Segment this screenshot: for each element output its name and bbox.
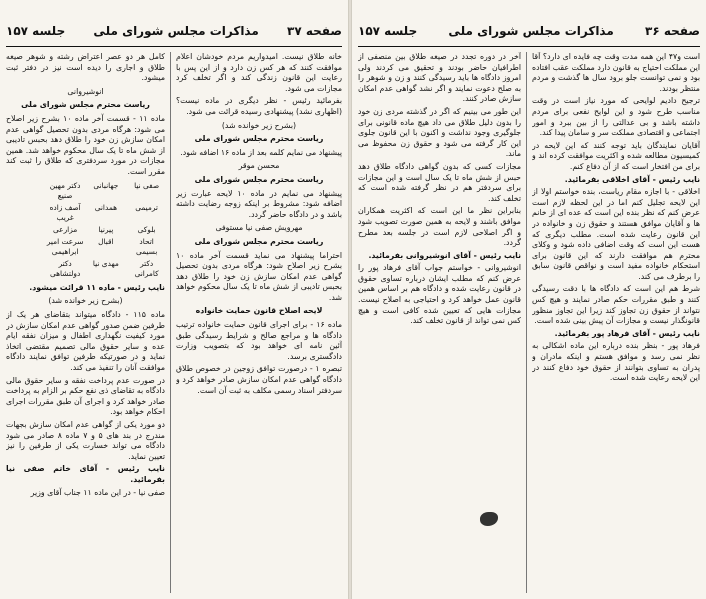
left-col-right: [176, 52, 342, 593]
paragraph: فرهاد پور - بنظر بنده درباره این ماده اشکالی به نظر نمی رسد و موافق هستم و اینکه مادران و پدران به تساوی بتوانند از حقوق خود دفاع کنند در این لایحه رعایت شده است.: [532, 341, 700, 383]
signer: دکتر دولتشاهی: [50, 258, 81, 279]
paragraph: انوشیروانی - خواستم جواب آقای فرهاد پور را عرض کنم که مطلب ایشان درباره تساوی حقوق در قانون رعایت شده و دادگاه هم بر اساس همین قانون عمل خواهد کرد و احتیاجی به اصلاح نیست. مجازات هایی که تعیین شده کافی است و هیچ کس نمی تواند از قانون تخلف کند.: [358, 263, 521, 326]
speaker-line: نایب رئیس - آقای فرهاد پور بفرمائید.: [554, 328, 700, 338]
note: (بشرح زیر خوانده شد): [221, 120, 297, 130]
letter-heading: ریاست محترم مجلس شورای ملی: [21, 100, 150, 110]
right-page-session: جلسه ۱۵۷: [358, 24, 418, 38]
right-page-columns: [358, 52, 700, 593]
paragraph: اخلاقی - با اجازه مقام ریاست، بنده خواستم اولا از این لایحه تجلیل کنم اما در این لحظه لازم است عرض کنم که نظر بنده این است که عده ای از خانم ها و آقایان موافق هستند و حقوق زن و خانواده در این قانون رعایت شده است. مطلب دیگری که هست این است که وقت اضافی داده شود و وکلای محترم هم موافقت دارند که این قانون برای استحکام خانواده مفید است و نواقص قانون سابق را برطرف می کند.: [532, 187, 700, 281]
signer: سرعت امیر ابراهیمی: [46, 236, 84, 257]
paragraph: ماده ۱۶ - برای اجرای قانون حمایت خانواده ترتیب دادگاه ها و مراجع صالح و شرایط رسیدگی طبق آئین نامه ای خواهد بود که بتصویب وزارت دادگستری برسد.: [176, 320, 342, 361]
paragraph: خانه طلاق نیست. امیدواریم مردم خودشان اعلام موافقت کنند که هر کس زن دارد و از این پس با رعایت این قانون زندگی کند و اگر تخلف کرد مجازات می شود.: [176, 52, 342, 93]
signer: [6, 203, 43, 224]
left-page-session: جلسه ۱۵۷: [6, 24, 66, 38]
paragraph: بنابراین نظر ما این است که اکثریت همکاران موافق باشند و لایحه به همین صورت تصویب شود و اگر اصلاحی لازم است در جلسه بعد مطرح گردد.: [358, 206, 521, 248]
paragraph: ماده ۱۱۵ - دادگاه میتواند بتقاضای هر یک از طرفین ضمن صدور گواهی عدم امکان سازش در مورد کیفیت نگهداری اطفال و میزان نفقه ایام عده و سایر حقوق مالی تصمیم مقتضی اتخاذ نماید و در صورتیکه طرفین توافق نمایند دادگاه موافقت آنان را تنفیذ می کند.: [6, 310, 165, 373]
speaker: انوشیروانی: [67, 86, 104, 96]
paragraph: مجازات کسی که بدون گواهی دادگاه طلاق دهد حبس از شش ماه تا یک سال است و این مجازات برای سردفتر هم در نظر گرفته شده است که تخلف کند.: [358, 161, 521, 203]
signer: [6, 259, 43, 280]
paragraph: این طور می بینیم که اگر در گذشته مردی زن خود را بدون دلیل طلاق می داد هیچ ماده قانونی برای جلوگیری وجود نداشت و اکنون با این قانون جلوی این کار گرفته می شود و حقوق زن محفوظ می ماند.: [358, 106, 521, 159]
right-page-number: صفحه ۳۶: [645, 24, 700, 38]
paragraph: ماده ۱۱ - قسمت آخر ماده ۱۰ بشرح زیر اصلاح می شود: هرگاه مردی بدون تحصیل گواهی عدم امکان سازش زن خود را طلاق دهد بحبس تادیبی از شش ماه تا یک سال محکوم خواهد شد. همین مجازات در مورد سردفتری که طلاق را ثبت کند مقرر است.: [6, 113, 165, 176]
signer: همدانی: [94, 202, 118, 212]
signer: جهانبانی: [93, 180, 119, 190]
paragraph: تبصره ۱ - درصورت توافق زوجین در خصوص طلاق دادگاه گواهی عدم امکان سازش صادر خواهد کرد و سردفتر اسناد رسمی مکلف به ثبت آن است.: [176, 364, 342, 395]
left-page-number: صفحه ۳۷: [287, 24, 342, 38]
paragraph: بفرمائید رئیس - نظر دیگری در ماده نیست؟ (اظهاری نشد) پیشنهادی رسیده قرائت می شود.: [176, 96, 342, 116]
right-page-title: مذاکرات مجلس شورای ملی: [448, 24, 614, 38]
letter-heading: ریاست محترم مجلس شورای ملی: [194, 174, 324, 184]
column-divider: [526, 52, 527, 593]
signature: مهرویش صفی نیا مستوفی: [215, 223, 303, 233]
signer: بلوکی: [137, 224, 156, 234]
paragraph: کامل هر دو عصر اعتراض رشته و شوهر صیغه طلاق و اجاری را دیده است نیز در دفتر ثبت میشود.: [6, 52, 165, 83]
speaker-line: نایب رئیس - ماده ۱۱ قرائت میشود.: [29, 282, 165, 292]
paragraph: پیشنهاد می نمایم در ماده ۱۰ لایحه عبارت زیر اضافه شود: مشروط بر اینکه زوجه رضایت داشته باشد و در دادگاه حاضر گردد.: [176, 188, 342, 219]
signer: [6, 237, 43, 258]
signer: آصف زاده غریب: [49, 202, 81, 223]
letter-heading: ریاست محترم مجلس شورای ملی: [194, 236, 324, 246]
signer: پیرنیا: [98, 224, 114, 234]
paragraph: آقایان نمایندگان باید توجه کنند که این لایحه در کمیسیون مطالعه شده و اکثریت موافقت کرده اند و برای من افتخار است که از آن دفاع کنم.: [532, 140, 700, 171]
paragraph: ترجیح دادیم لوایحی که مورد نیاز است در وقت مناسب طرح شود و این لوایح نفعی برای مردم داشته باشد و بی عدالتی را از بین ببرد و امور اجتماعی و اقتصادی مملکت سر و سامان پیدا کند.: [532, 96, 700, 138]
signer: [6, 225, 43, 236]
right-col-right: [532, 52, 700, 593]
paragraph: پیشنهاد می نمایم کلمه بعد از ماده ۱۶ اضافه شود.: [180, 147, 342, 157]
signer: مهدی نیا: [92, 258, 119, 268]
signer: ترمیمی: [135, 202, 158, 212]
speaker-line: نایب رئیس - آقای اخلاقی بفرمائید.: [564, 174, 700, 184]
left-page-title: مذاکرات مجلس شورای ملی: [93, 24, 259, 38]
note: (بشرح زیر خوانده شد): [48, 296, 123, 306]
signers-list: [6, 181, 165, 280]
signer: اتحاد بسیمی: [135, 236, 158, 257]
left-col-left: [6, 52, 165, 593]
left-page: [0, 0, 348, 599]
section-heading: لایحه اصلاح قانون حمایت خانواده: [195, 306, 323, 316]
right-page-header: [358, 16, 700, 47]
right-col-left: [358, 52, 521, 593]
left-page-header: [6, 16, 342, 47]
signer: صفی نیا: [134, 180, 160, 190]
signer: دکتر کامرانی: [134, 258, 159, 279]
signer: [6, 181, 43, 202]
paragraph: صفی نیا - در این ماده ۱۱ جناب آقای وزیر: [30, 487, 165, 497]
paragraph: احتراما پیشنهاد می نماید قسمت آخر ماده ۱۰ بشرح زیر اصلاح شود: هرگاه مردی بدون تحصیل گواهی عدم امکان سازش زن خود را طلاق دهد بحبس تادیبی از شش ماه تا یک سال محکوم خواهد شد.: [176, 250, 342, 302]
paragraph: شرط هم این است که دادگاه ها با دقت رسیدگی کنند و طبق مقررات حکم صادر نمایند و هیچ کس نتواند از حقوق زن تجاوز کند زیرا این تجاوز منظور قانونگذار نیست و مجازات آن پیش بینی شده است.: [532, 284, 700, 326]
letter-heading: ریاست محترم مجلس شورای ملی: [194, 134, 324, 144]
column-divider: [170, 52, 171, 593]
signer: اقبال: [98, 236, 114, 246]
left-page-columns: [6, 52, 342, 593]
paragraph: دو مورد یکی از گواهی عدم امکان سازش بجهات مندرج در بند های ۵ و ۷ ماده ۸ صادر می شود دادگاه می تواند خسارت یکی از طرفین را نیز تعیین نماید.: [6, 420, 165, 461]
right-page: [352, 0, 706, 599]
speaker-line: نایب رئیس - آقای خاتم صفی نیا بفرمائید.: [6, 464, 165, 484]
paragraph: است و۴۷ این همه مدت وقت چه فایده ای دارد؟ آقا این مملکت احتیاج به قانون دارد مملکت عقب افتاده بود و نمی توانست جلو برود سال ها گذشت و مردم منتظر بودند.: [532, 52, 700, 93]
signer: دکتر مهین صنیع: [49, 180, 81, 201]
paragraph: در صورت عدم پرداخت نفقه و سایر حقوق مالی دادگاه به تقاضای ذی نفع حکم بر الزام به پرداخت صادر خواهد کرد و اجرای آن طبق مقررات اجرای احکام خواهد بود.: [6, 375, 165, 417]
paragraph: آخر در دوره تجدد در صیغه طلاق بین منصفی از اطرافیان حاضر بودند و تحقیق می کردند ولی امروز دادگاه ها باید رسیدگی کنند و زن و شوهر را به صلح دعوت نمایند و اگر نشد گواهی عدم امکان سازش صادر کنند.: [358, 52, 521, 104]
speaker-line: نایب رئیس - آقای انوشیروانی بفرمائید.: [368, 250, 521, 260]
signature: محسن موقر: [238, 161, 280, 171]
signer: مزارعی: [53, 224, 78, 234]
